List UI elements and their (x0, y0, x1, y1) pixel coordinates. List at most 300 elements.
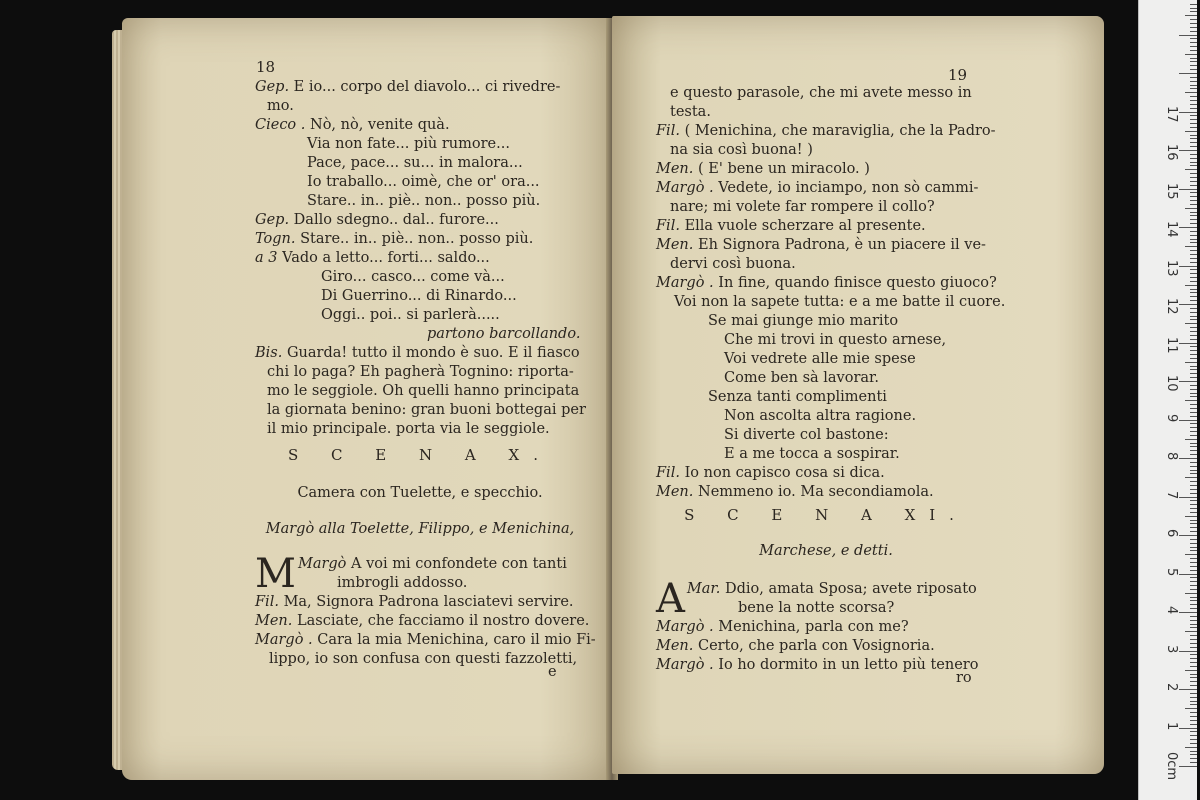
ruler-tick (1179, 150, 1197, 151)
ruler-tick (1190, 346, 1197, 347)
speaker-name: Margò . (656, 275, 719, 291)
ruler-tick (1190, 8, 1197, 9)
ruler-tick (1190, 115, 1197, 116)
speaker-name: Bis. (255, 345, 287, 361)
line-text: A voi mi confondete con tanti (351, 556, 567, 572)
line-text: Come ben sà lavorar. (724, 370, 879, 386)
text-line (656, 103, 1005, 122)
text-line (656, 618, 978, 637)
line-text: Se mai giunge mio marito (708, 313, 899, 329)
ruler-tick (1190, 485, 1197, 486)
line-text: Senza tanti complimenti (708, 389, 887, 405)
ruler-tick (1185, 285, 1197, 286)
ruler-tick (1190, 223, 1197, 224)
line-text: Oggi.. poi.. si parlerà..... (321, 307, 500, 323)
ruler-tick (1190, 408, 1197, 409)
ruler-tick (1190, 250, 1197, 251)
left-page-number: 18 (256, 58, 276, 76)
ruler-tick (1190, 393, 1197, 394)
ruler-tick (1190, 720, 1197, 721)
text-line (656, 637, 978, 656)
ruler-tick (1185, 439, 1197, 440)
text-line (656, 179, 1005, 198)
ruler-tick (1185, 747, 1197, 748)
ruler-tick (1190, 562, 1197, 563)
text-line (255, 344, 586, 363)
ruler-tick (1190, 339, 1197, 340)
line-text: Stare.. in.. piè.. non.. posso più. (307, 193, 541, 209)
ruler-tick (1190, 273, 1197, 274)
ruler-tick (1190, 547, 1197, 548)
ruler-tick (1190, 354, 1197, 355)
ruler-tick (1190, 196, 1197, 197)
text-line (255, 154, 586, 173)
ruler-tick (1190, 31, 1197, 32)
ruler-tick (1190, 450, 1197, 451)
line-text: Vado a letto... forti... saldo... (282, 250, 490, 266)
ruler-tick (1190, 493, 1197, 494)
line-text: na sia così buona! ) (670, 142, 813, 158)
ruler-tick (1185, 92, 1197, 93)
line-text: mo le seggiole. Oh quelli hanno principata (267, 383, 580, 399)
line-text: In fine, quando finisce questo giuoco? (718, 275, 997, 291)
ruler-tick (1190, 681, 1197, 682)
speaker-name: Men. (656, 237, 698, 253)
ruler-tick (1190, 454, 1197, 455)
line-text: Menichina, parla con me? (718, 619, 909, 635)
ruler-tick (1190, 104, 1197, 105)
text-line (656, 445, 1005, 464)
ruler-number: 16 (1164, 144, 1179, 161)
ruler-tick (1179, 112, 1197, 113)
line-text: Eh Signora Padrona, è un piacere il ve- (698, 237, 986, 253)
ruler-tick (1185, 593, 1197, 594)
ruler-tick (1179, 189, 1197, 190)
line-text: Lasciate, che facciamo il nostro dovere. (297, 613, 590, 629)
speaker-name: Gep. (255, 79, 294, 95)
ruler-tick (1179, 458, 1197, 459)
ruler-tick (1190, 489, 1197, 490)
ruler-tick (1190, 235, 1197, 236)
line-text: il mio principale. porta via le seggiole. (267, 421, 550, 437)
right-catchword: ro (956, 670, 972, 686)
ruler-tick (1185, 54, 1197, 55)
ruler-tick (1190, 624, 1197, 625)
drop-capital: M (255, 551, 296, 597)
text-line (255, 306, 586, 325)
ruler-tick (1190, 158, 1197, 159)
ruler-tick (1190, 666, 1197, 667)
ruler-tick (1190, 358, 1197, 359)
left-scene-setting: Camera con Tuelette, e specchio. (297, 485, 543, 501)
ruler-tick (1185, 516, 1197, 517)
drop-capital: A (656, 576, 685, 622)
ruler-tick (1185, 400, 1197, 401)
ruler-number: 1 (1164, 721, 1179, 730)
text-line (656, 236, 1005, 255)
ruler-tick (1190, 423, 1197, 424)
ruler-tick (1179, 766, 1197, 767)
ruler-tick (1190, 316, 1197, 317)
ruler-tick (1185, 15, 1197, 16)
ruler-tick (1179, 612, 1197, 613)
ruler-tick (1179, 381, 1197, 382)
speaker-name: Fil. (656, 218, 685, 234)
line-text: Nemmeno io. Ma secondiamola. (698, 484, 934, 500)
text-line (255, 230, 586, 249)
ruler-tick (1179, 304, 1197, 305)
ruler-tick (1190, 674, 1197, 675)
speaker-name: Men. (255, 613, 297, 629)
ruler-tick (1190, 604, 1197, 605)
line-text: lippo, io son confusa con questi fazzoletti, (269, 651, 578, 667)
speaker-name: Men. (656, 484, 698, 500)
speaker-name: Fil. (255, 594, 284, 610)
text-line (255, 325, 586, 344)
speaker-name: Margò . (255, 632, 318, 648)
ruler-tick (1190, 735, 1197, 736)
line-text: Nò, nò, venite quà. (310, 117, 450, 133)
text-line (656, 388, 1005, 407)
ruler-tick (1190, 600, 1197, 601)
line-text: Ella vuole scherzare al presente. (684, 218, 926, 234)
ruler-tick (1190, 281, 1197, 282)
ruler-tick (1179, 497, 1197, 498)
line-text: Non ascolta altra ragione. (724, 408, 917, 424)
ruler-tick (1190, 61, 1197, 62)
ruler-tick (1190, 620, 1197, 621)
ruler-tick (1190, 219, 1197, 220)
ruler-tick (1190, 435, 1197, 436)
speaker-name: Margò . (656, 180, 719, 196)
line-text: Si diverte col bastone: (724, 427, 889, 443)
text-line (656, 369, 1005, 388)
line-text: mo. (267, 98, 294, 114)
text-line (656, 483, 1005, 502)
line-text: Pace, pace... su... in malora... (307, 155, 523, 171)
text-line (255, 192, 586, 211)
line-text: Stare.. in.. piè.. non.. posso più. (300, 231, 534, 247)
ruler-tick (1190, 466, 1197, 467)
ruler-tick (1179, 73, 1197, 74)
ruler-tick (1190, 385, 1197, 386)
ruler-tick (1190, 254, 1197, 255)
ruler-tick (1190, 119, 1197, 120)
ruler-tick (1185, 362, 1197, 363)
line-text: Voi non la sapete tutta: e a me batte il cuore. (674, 294, 1006, 310)
ruler-tick (1190, 165, 1197, 166)
text-line (255, 268, 586, 287)
ruler-tick (1190, 396, 1197, 397)
ruler-tick (1190, 643, 1197, 644)
ruler-tick (1190, 108, 1197, 109)
ruler-tick (1190, 77, 1197, 78)
ruler-label: 0cm (1164, 752, 1179, 781)
ruler-tick (1190, 731, 1197, 732)
ruler-tick (1190, 81, 1197, 82)
ruler-tick (1185, 131, 1197, 132)
ruler-tick (1190, 319, 1197, 320)
text-line (255, 135, 586, 154)
line-text: Guarda! tutto il mondo è suo. E il fiasco (286, 345, 580, 361)
ruler-tick (1190, 543, 1197, 544)
ruler-tick (1190, 258, 1197, 259)
ruler-tick (1190, 654, 1197, 655)
text-line (656, 599, 978, 618)
ruler-tick (1190, 416, 1197, 417)
ruler-tick (1190, 508, 1197, 509)
ruler-tick (1190, 262, 1197, 263)
ruler-tick (1190, 500, 1197, 501)
ruler-number: 9 (1164, 413, 1179, 422)
ruler-tick (1190, 743, 1197, 744)
ruler-tick (1190, 154, 1197, 155)
ruler-tick (1185, 477, 1197, 478)
ruler-tick (1190, 520, 1197, 521)
ruler-tick (1190, 100, 1197, 101)
ruler-number: 3 (1164, 644, 1179, 653)
text-line (656, 656, 978, 675)
ruler-tick (1190, 146, 1197, 147)
ruler-number: 7 (1164, 490, 1179, 499)
ruler-tick (1190, 181, 1197, 182)
speaker-name: Men. (656, 161, 698, 177)
text-line (255, 631, 596, 650)
ruler-tick (1190, 751, 1197, 752)
line-text: nare; mi volete far rompere il collo? (670, 199, 935, 215)
ruler-tick (1190, 185, 1197, 186)
ruler-tick (1190, 677, 1197, 678)
line-text: bene la notte scorsa? (738, 600, 895, 616)
ruler-tick (1190, 88, 1197, 89)
ruler-tick (1190, 431, 1197, 432)
text-line (656, 407, 1005, 426)
ruler-tick (1190, 69, 1197, 70)
ruler-tick (1190, 350, 1197, 351)
ruler-tick (1190, 412, 1197, 413)
text-line (255, 249, 586, 268)
line-text: Io traballo... oimè, che or' ora... (307, 174, 540, 190)
speaker-name: Mar. (686, 581, 725, 597)
ruler-tick (1190, 42, 1197, 43)
ruler-tick (1190, 142, 1197, 143)
text-line (656, 160, 1005, 179)
ruler-tick (1190, 662, 1197, 663)
ruler-tick (1190, 212, 1197, 213)
ruler-tick (1190, 96, 1197, 97)
ruler-tick (1190, 200, 1197, 201)
text-line (656, 350, 1005, 369)
ruler-tick (1190, 11, 1197, 12)
line-text: Io ho dormito in un letto più tenero (718, 657, 979, 673)
ruler-tick (1185, 246, 1197, 247)
ruler-tick (1190, 177, 1197, 178)
ruler-number: 2 (1164, 683, 1179, 692)
ruler-tick (1190, 647, 1197, 648)
ruler-tick (1190, 123, 1197, 124)
ruler-number: 17 (1164, 105, 1179, 123)
ruler-tick (1190, 585, 1197, 586)
ruler-tick (1190, 712, 1197, 713)
ruler-tick (1190, 308, 1197, 309)
ruler-number: 15 (1164, 182, 1179, 200)
ruler-tick (1190, 762, 1197, 763)
ruler-tick (1190, 693, 1197, 694)
ruler-tick (1190, 539, 1197, 540)
ruler-tick (1190, 50, 1197, 51)
speaker-name: Cieco . (255, 117, 310, 133)
right-scene-characters: Marchese, e detti. (759, 543, 893, 559)
speaker-name: Togn. (255, 231, 301, 247)
line-text: e questo parasole, che mi avete messo in (670, 85, 972, 101)
ruler-tick (1190, 639, 1197, 640)
ruler-tick (1190, 289, 1197, 290)
ruler-number: 6 (1164, 529, 1179, 538)
ruler-tick (1190, 58, 1197, 59)
ruler-tick (1190, 558, 1197, 559)
ruler-tick (1190, 312, 1197, 313)
speaker-name: a 3 (255, 250, 283, 266)
text-line (656, 331, 1005, 350)
scene-xi-title: S C E N A XI. (684, 506, 968, 524)
ruler-number: 13 (1164, 259, 1179, 277)
ruler-tick (1190, 512, 1197, 513)
text-line (255, 650, 596, 669)
text-line (656, 122, 1005, 141)
ruler-tick (1190, 4, 1197, 5)
ruler-number: 12 (1164, 298, 1179, 315)
text-line (255, 574, 596, 593)
ruler-tick (1185, 169, 1197, 170)
line-text: la giornata benino: gran buoni bottegai per (267, 402, 586, 418)
ruler-tick (1190, 377, 1197, 378)
measurement-ruler (1138, 0, 1197, 800)
text-line (255, 173, 586, 192)
line-text: Vedete, io inciampo, non sò cammi- (718, 180, 979, 196)
ruler-tick (1179, 266, 1197, 267)
speaker-name: Gep. (255, 212, 294, 228)
speaker-name: Fil. (656, 123, 685, 139)
text-line (656, 217, 1005, 236)
ruler-number: 8 (1164, 452, 1179, 461)
line-text: Di Guerrino... di Rinardo... (321, 288, 517, 304)
line-text: Ddio, amata Sposa; avete riposato (724, 581, 977, 597)
text-line (255, 382, 586, 401)
ruler-tick (1190, 550, 1197, 551)
ruler-tick (1190, 446, 1197, 447)
ruler-tick (1190, 135, 1197, 136)
ruler-tick (1190, 242, 1197, 243)
ruler-tick (1190, 296, 1197, 297)
ruler-tick (1190, 685, 1197, 686)
right-dialogue (656, 576, 979, 675)
speaker-name: Margò . (656, 657, 719, 673)
ruler-tick (1190, 616, 1197, 617)
ruler-tick (1190, 481, 1197, 482)
ruler-tick (1190, 704, 1197, 705)
text-line (255, 116, 586, 135)
ruler-tick (1190, 627, 1197, 628)
line-text: partono barcollando. (427, 326, 581, 342)
ruler-tick (1190, 231, 1197, 232)
line-text: Certo, che parla con Vosignoria. (698, 638, 935, 654)
ruler-tick (1190, 331, 1197, 332)
ruler-tick (1190, 192, 1197, 193)
ruler-tick (1190, 724, 1197, 725)
ruler-tick (1190, 27, 1197, 28)
ruler-tick (1185, 208, 1197, 209)
ruler-tick (1190, 462, 1197, 463)
ruler-tick (1190, 65, 1197, 66)
left-scene-characters: Margò alla Toelette, Filippo, e Menichina, (265, 521, 575, 537)
text-line (656, 255, 1005, 274)
ruler-tick (1190, 38, 1197, 39)
ruler-tick (1190, 739, 1197, 740)
text-line (255, 593, 596, 612)
ruler-tick (1185, 670, 1197, 671)
ruler-tick (1190, 504, 1197, 505)
text-line (656, 293, 1005, 312)
text-line (656, 312, 1005, 331)
speaker-name: Margò . (656, 619, 719, 635)
ruler-tick (1179, 689, 1197, 690)
text-line (255, 420, 586, 439)
text-line (255, 211, 586, 230)
ruler-tick (1190, 138, 1197, 139)
ruler-tick (1190, 635, 1197, 636)
right-scene-title (656, 506, 996, 526)
text-line (255, 97, 586, 116)
ruler-tick (1179, 728, 1197, 729)
ruler-number: 5 (1164, 567, 1179, 576)
ruler-number: 14 (1164, 221, 1179, 238)
speaker-name: Margò (297, 556, 352, 572)
ruler-tick (1190, 162, 1197, 163)
ruler-tick (1190, 658, 1197, 659)
ruler-tick (1185, 708, 1197, 709)
line-text: E a me tocca a sospirar. (724, 446, 900, 462)
ruler-tick (1190, 531, 1197, 532)
line-text: ( Menichina, che maraviglia, che la Padro- (684, 123, 996, 139)
line-text: Ma, Signora Padrona lasciatevi servire. (283, 594, 574, 610)
line-text: chi lo paga? Eh pagherà Tognino: riporta- (267, 364, 574, 380)
text-line (656, 84, 1005, 103)
ruler-tick (1190, 46, 1197, 47)
ruler-tick (1179, 343, 1197, 344)
ruler-tick (1190, 570, 1197, 571)
text-line (656, 464, 1005, 483)
text-line (656, 426, 1005, 445)
ruler-tick (1185, 554, 1197, 555)
ruler-tick (1190, 527, 1197, 528)
text-line (656, 141, 1005, 160)
ruler-tick (1190, 19, 1197, 20)
ruler-tick (1190, 697, 1197, 698)
ruler-tick (1190, 577, 1197, 578)
ruler-tick (1190, 589, 1197, 590)
ruler-tick (1190, 566, 1197, 567)
right-page-text (656, 84, 1005, 502)
ruler-tick (1190, 373, 1197, 374)
line-text: Dallo sdegno.. dal.. furore... (293, 212, 499, 228)
line-text: E io... corpo del diavolo... ci rivedre- (293, 79, 561, 95)
ruler-tick (1190, 427, 1197, 428)
text-line (255, 612, 596, 631)
left-scene-title (255, 446, 585, 466)
ruler-tick (1190, 327, 1197, 328)
text-line (255, 287, 586, 306)
ruler-number: 11 (1164, 336, 1179, 354)
